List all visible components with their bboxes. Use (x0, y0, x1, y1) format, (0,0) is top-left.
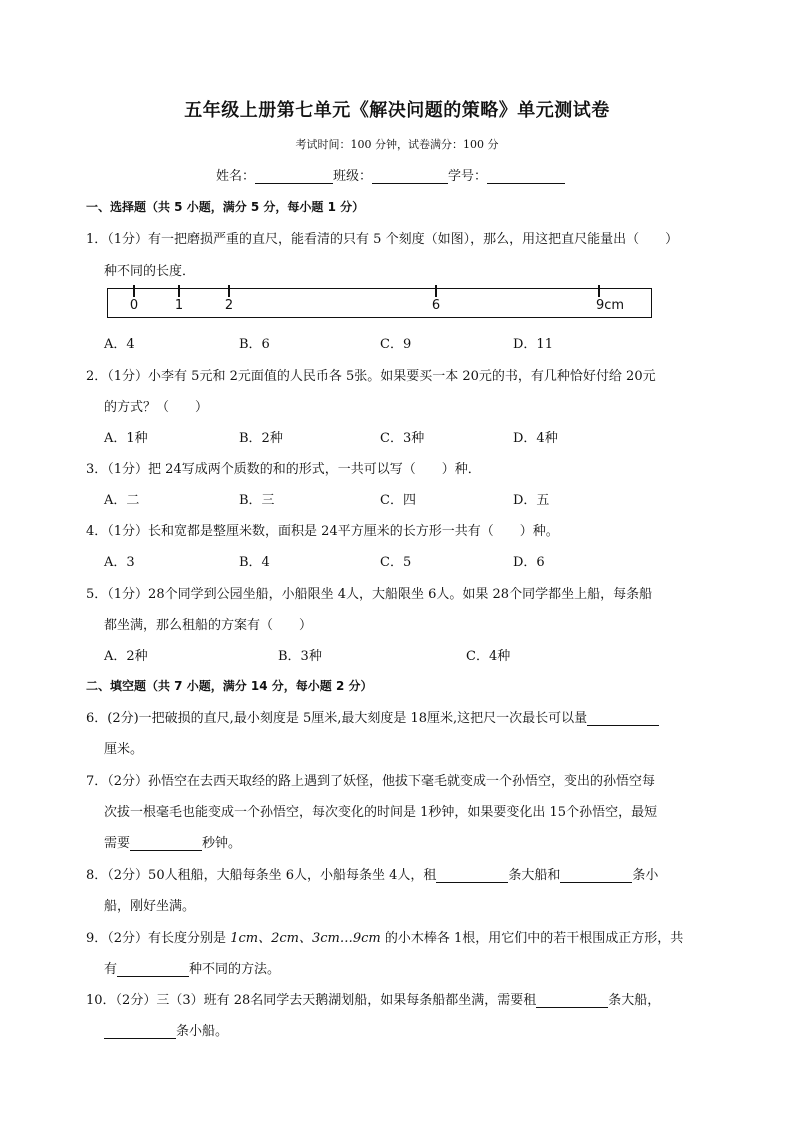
q6-text-line2: 厘米。 (104, 742, 144, 757)
q10-suffix: 条小船。 (176, 1024, 229, 1039)
q4-option-d[interactable]: D．6 (513, 555, 545, 570)
student-id-field[interactable] (487, 169, 565, 184)
q9-text-c: 的小木棒各 1根，用它们中的若干根围成正方形，共 (380, 931, 684, 946)
class-label: 班级： (333, 169, 373, 184)
q10-text-b: 条大船， (608, 993, 661, 1008)
q4-option-c[interactable]: C．5 (380, 555, 412, 570)
q9-suffix: 种不同的方法。 (189, 962, 281, 977)
ruler-label-0: 0 (129, 298, 139, 313)
name-field[interactable] (255, 169, 333, 184)
ruler-tick-9 (598, 285, 600, 297)
ruler-figure (107, 288, 652, 318)
ruler-tick-6 (435, 285, 437, 297)
q9-text-line2 (104, 958, 280, 977)
q4-text-line1: 4．（1分）长和宽都是整厘米数，面积是 24平方厘米的长方形一共有（ ）种。 (86, 524, 559, 539)
q7-answer-blank[interactable] (130, 836, 202, 851)
ruler-label-2: 2 (224, 298, 234, 313)
q2-option-c[interactable]: C．3种 (380, 431, 425, 446)
q10-answer-blank-1[interactable] (536, 993, 608, 1008)
q4-option-a[interactable]: A．3 (104, 555, 135, 570)
ruler-tick-0 (133, 285, 135, 297)
q6-answer-blank[interactable] (587, 711, 659, 726)
q10-text-line1 (86, 989, 660, 1008)
q2-text-line1: 2．（1分）小李有 5元和 2元面值的人民币各 5张。如果要买一本 20元的书，有几种恰好付给 20元 (86, 369, 656, 384)
q2-text-line2: 的方式？（ ） (104, 400, 209, 415)
q8-answer-blank-2[interactable] (560, 868, 632, 883)
q2-option-d[interactable]: D．4种 (513, 431, 558, 446)
q9-text-a: 9．（2分）有长度分别是 (86, 931, 231, 946)
q1-option-d[interactable]: D．11 (513, 337, 553, 352)
section-2-heading: 二、填空题（共 7 小题，满分 14 分，每小题 2 分） (86, 679, 373, 693)
class-field[interactable] (372, 169, 448, 184)
q1-option-c[interactable]: C．9 (380, 337, 412, 352)
q3-option-b[interactable]: B．三 (239, 493, 275, 508)
q3-option-c[interactable]: C．四 (380, 493, 416, 508)
q8-text-b: 条大船和 (508, 868, 561, 883)
q2-option-a[interactable]: A．1种 (104, 431, 148, 446)
q7-suffix: 秒钟。 (202, 836, 242, 851)
q5-option-a[interactable]: A．2种 (104, 649, 148, 664)
q8-text-a: 8．（2分）50人租船，大船每条坐 6人，小船每条坐 4人，租 (86, 868, 437, 883)
q1-option-b[interactable]: B．6 (239, 337, 270, 352)
q5-text-line2: 都坐满，那么租船的方案有（ ） (104, 618, 313, 633)
q9-answer-blank[interactable] (117, 962, 189, 977)
ruler-label-1: 1 (174, 298, 184, 313)
q5-text-line1: 5．（1分）28个同学到公园坐船，小船限坐 4人，大船限坐 6人。如果 28个同学都坐上船，每条船 (86, 587, 653, 602)
q8-answer-blank-1[interactable] (436, 868, 508, 883)
q10-answer-blank-2[interactable] (104, 1024, 176, 1039)
q6-text-line1 (86, 707, 659, 726)
id-label: 学号： (448, 169, 488, 184)
section-1-heading: 一、选择题（共 5 小题，满分 5 分，每小题 1 分） (86, 200, 365, 214)
q3-option-a[interactable]: A．二 (104, 493, 140, 508)
q7-text-line2: 次拔一根毫毛也能变成一个孙悟空，每次变化的时间是 1秒钟，如果要变化出 15个孙悟空，最短 (104, 805, 658, 820)
ruler-label-6: 6 (431, 298, 441, 313)
q7-prefix: 需要 (104, 836, 131, 851)
q10-text-line2 (104, 1020, 228, 1039)
q5-option-c[interactable]: C．4种 (466, 649, 511, 664)
q9-prefix: 有 (104, 962, 118, 977)
q3-text-line1: 3．（1分）把 24写成两个质数的和的形式，一共可以写（ ）种． (86, 462, 481, 477)
q1-text-line1: 1．（1分）有一把磨损严重的直尺，能看清的只有 5 个刻度（如图），那么，用这把直尺能量出（ ） (86, 232, 679, 247)
q10-text-a: 10．（2分）三（3）班有 28名同学去天鹅湖划船，如果每条船都坐满，需要租 (86, 993, 537, 1008)
q1-text-line2: 种不同的长度． (104, 264, 196, 279)
q8-text-c: 条小 (632, 868, 659, 883)
exam-subtitle: 考试时间：100 分钟，试卷满分：100 分 (295, 138, 499, 151)
q9-text-line1 (86, 927, 683, 946)
page-title: 五年级上册第七单元《解决问题的策略》单元测试卷 (184, 100, 610, 121)
q6-text: 6．(2分)一把破损的直尺,最小刻度是 5厘米,最大刻度是 18厘米,这把尺一次最长可以量 (86, 711, 588, 726)
q9-lengths: 1cm、2cm、3cm…9cm (230, 931, 381, 946)
q3-option-d[interactable]: D．五 (513, 493, 550, 508)
q1-option-a[interactable]: A．4 (104, 337, 135, 352)
q8-text-line2: 船，刚好坐满。 (104, 899, 196, 914)
student-info-row (216, 165, 565, 184)
q5-option-b[interactable]: B．3种 (278, 649, 322, 664)
q2-option-b[interactable]: B．2种 (239, 431, 283, 446)
ruler-label-9cm: 9cm (595, 298, 625, 313)
ruler-tick-1 (178, 285, 180, 297)
q7-text-line1: 7．（2分）孙悟空在去西天取经的路上遇到了妖怪，他拔下毫毛就变成一个孙悟空，变出的孙悟空每 (86, 774, 656, 789)
ruler-tick-2 (228, 285, 230, 297)
q8-text-line1 (86, 864, 658, 883)
name-label: 姓名： (216, 169, 256, 184)
q4-option-b[interactable]: B．4 (239, 555, 270, 570)
q7-text-line3 (104, 832, 241, 851)
